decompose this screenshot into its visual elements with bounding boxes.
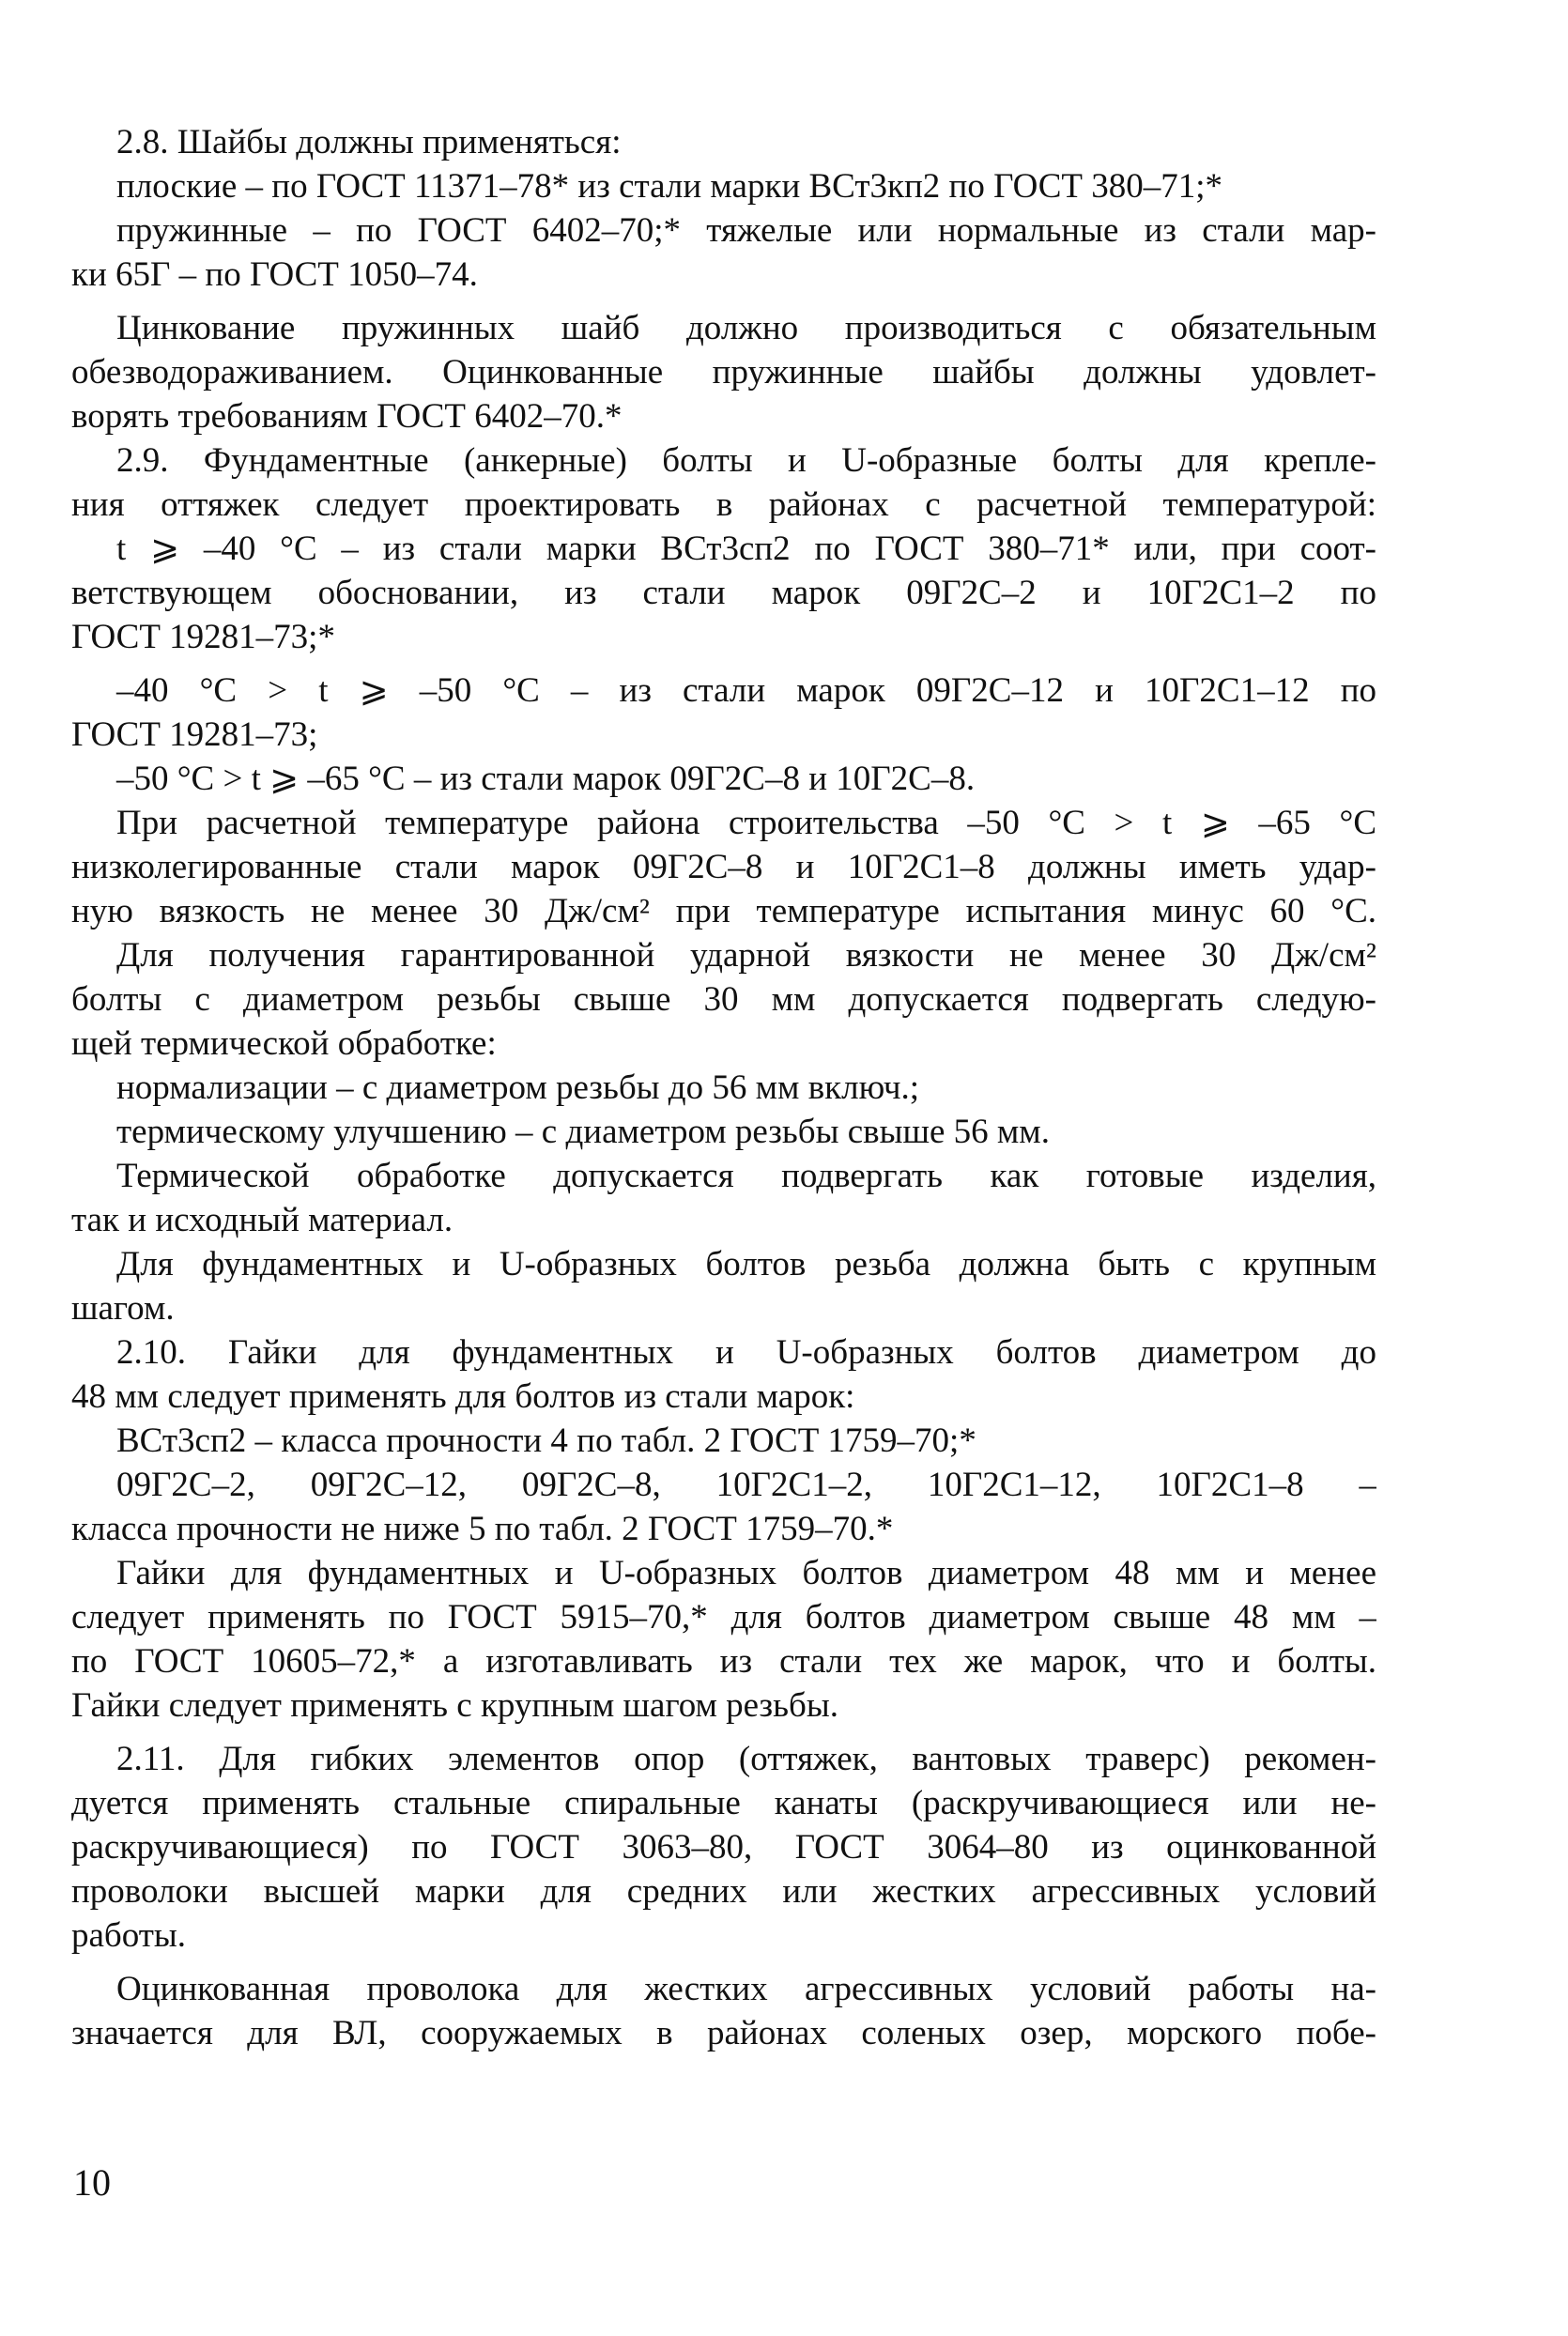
text-line: Для фундаментных и U-образных болтов резьба должна быть с крупным [116,1245,1376,1283]
paragraph-gap [71,1958,1376,1967]
text-line: раскручивающиеся) по ГОСТ 3063–80, ГОСТ 3064–80 из оцинкованной [71,1828,1376,1867]
text-line: значается для ВЛ, сооружаемых в районах соленых озер, морского побе- [71,2014,1376,2052]
text-line: плоские – по ГОСТ 11371–78* из стали марки ВСт3кп2 по ГОСТ 380–71;* [116,167,1223,206]
text-line: 48 мм следует применять для болтов из стали марок: [71,1377,855,1416]
text-line: пружинные – по ГОСТ 6402–70;* тяжелые или нормальные из стали мар- [116,211,1376,250]
text-line: ветствующем обосновании, из стали марок 09Г2С–2 и 10Г2С1–2 по [71,574,1376,612]
text-line: класса прочности не ниже 5 по табл. 2 ГОСТ 1759–70.* [71,1510,894,1548]
text-line: низколегированные стали марок 09Г2С–8 и 10Г2С1–8 должны иметь удар- [71,848,1376,886]
text-line: обезводораживанием. Оцинкованные пружинные шайбы должны удовлет- [71,353,1376,392]
text-line: так и исходный материал. [71,1201,453,1239]
text-line: Цинкование пружинных шайб должно производиться с обязательным [116,309,1376,347]
text-line: ния оттяжек следует проектировать в районах с расчетной температурой: [71,485,1376,524]
text-line: Гайки следует применять с крупным шагом резьбы. [71,1686,838,1725]
text-line: работы. [71,1916,187,1955]
text-line: термическому улучшению – с диаметром резьбы свыше 56 мм. [116,1113,1050,1151]
text-line: по ГОСТ 10605–72,* а изготавливать из стали тех же марок, что и болты. [71,1642,1376,1681]
text-line: Оцинкованная проволока для жестких агрессивных условий работы на- [116,1970,1376,2008]
text-line: нормализации – с диаметром резьбы до 56 мм включ.; [116,1068,919,1107]
text-line: шагом. [71,1289,175,1328]
text-line: проволоки высшей марки для средних или жестких агрессивных условий [71,1872,1376,1911]
text-line: –50 °С > t ⩾ –65 °С – из стали марок 09Г2С–8 и 10Г2С–8. [116,760,976,798]
text-line: 09Г2С–2, 09Г2С–12, 09Г2С–8, 10Г2С1–2, 10Г2С1–12, 10Г2С1–8 – [116,1466,1376,1504]
page-number: 10 [73,2161,111,2204]
text-line: ВСт3сп2 – класса прочности 4 по табл. 2 ГОСТ 1759–70;* [116,1422,976,1460]
paragraph-gap [71,1728,1376,1737]
text-line: ки 65Г – по ГОСТ 1050–74. [71,255,478,294]
text-line: Гайки для фундаментных и U-образных болтов диаметром 48 мм и менее [116,1554,1376,1592]
body-text [71,120,1376,2055]
paragraph-gap [71,297,1376,306]
text-line: ную вязкость не менее 30 Дж/см² при температуре испытания минус 60 °С. [71,892,1376,930]
text-line: ГОСТ 19281–73; [71,715,318,754]
text-line: –40 °С > t ⩾ –50 °С – из стали марок 09Г2С–12 и 10Г2С1–12 по [116,671,1376,710]
text-line: При расчетной температуре района строительства –50 °С > t ⩾ –65 °С [116,804,1376,842]
text-line: 2.10. Гайки для фундаментных и U-образных болтов диаметром до [116,1333,1376,1372]
text-line: Термической обработке допускается подвергать как готовые изделия, [116,1157,1376,1195]
text-line: Для получения гарантированной ударной вязкости не менее 30 Дж/см² [116,936,1376,975]
text-line: 2.9. Фундаментные (анкерные) болты и U-образные болты для крепле- [116,441,1376,480]
text-line: 2.11. Для гибких элементов опор (оттяжек, вантовых траверс) рекомен- [116,1740,1376,1778]
text-line: ГОСТ 19281–73;* [71,618,335,656]
text-line: t ⩾ –40 °С – из стали марки ВСт3сп2 по ГОСТ 380–71* или, при соот- [116,530,1376,568]
text-line: 2.8. Шайбы должны применяться: [116,123,622,161]
text-line: болты с диаметром резьбы свыше 30 мм допускается подвергать следую- [71,980,1376,1019]
text-line: дуется применять стальные спиральные канаты (раскручивающиеся или не- [71,1784,1376,1822]
paragraph-gap [71,659,1376,669]
text-line: щей термической обработке: [71,1024,497,1063]
text-line: ворять требованиям ГОСТ 6402–70.* [71,397,623,436]
text-line: следует применять по ГОСТ 5915–70,* для болтов диаметром свыше 48 мм – [71,1598,1376,1637]
